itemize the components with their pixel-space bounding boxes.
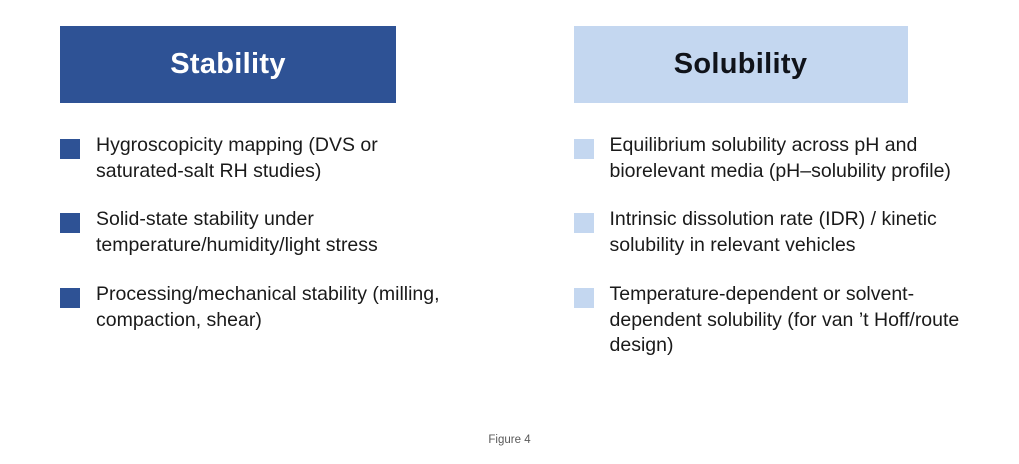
column-stability — [0, 26, 510, 382]
square-bullet-icon — [574, 139, 594, 159]
square-bullet-icon — [60, 213, 80, 233]
square-bullet-icon — [574, 288, 594, 308]
solubility-title: Solubility — [673, 48, 808, 80]
list-item — [574, 133, 970, 184]
list-item-text: Solid-state stability under temperature/humidity/light stress — [96, 208, 378, 257]
stability-bullet-list — [60, 133, 470, 333]
list-item — [60, 207, 470, 258]
square-bullet-icon — [60, 288, 80, 308]
list-item-text: Equilibrium solubility across pH and biorelevant media (pH–solubility profile) — [609, 134, 951, 182]
square-bullet-icon — [60, 139, 80, 159]
list-item — [574, 282, 970, 359]
column-solubility — [510, 26, 1019, 382]
solubility-header-bar — [574, 26, 908, 103]
list-item — [60, 282, 470, 333]
figure-caption: Figure 4 — [488, 434, 531, 446]
list-item — [574, 207, 970, 258]
list-item — [60, 133, 470, 184]
list-item-text: Processing/mechanical stability (milling, compaction, shear) — [96, 282, 440, 331]
stability-title: Stability — [170, 48, 286, 80]
solubility-bullet-list — [574, 133, 970, 359]
list-item-text: Hygroscopicity mapping (DVS or saturated-salt RH studies) — [96, 134, 378, 182]
list-item-text: Temperature-dependent or solvent-dependent solubility (for van ’t Hoff/route design) — [609, 282, 960, 357]
list-item-text: Intrinsic dissolution rate (IDR) / kinetic solubility in relevant vehicles — [609, 208, 937, 257]
square-bullet-icon — [574, 213, 594, 233]
stability-header-bar — [60, 26, 396, 103]
